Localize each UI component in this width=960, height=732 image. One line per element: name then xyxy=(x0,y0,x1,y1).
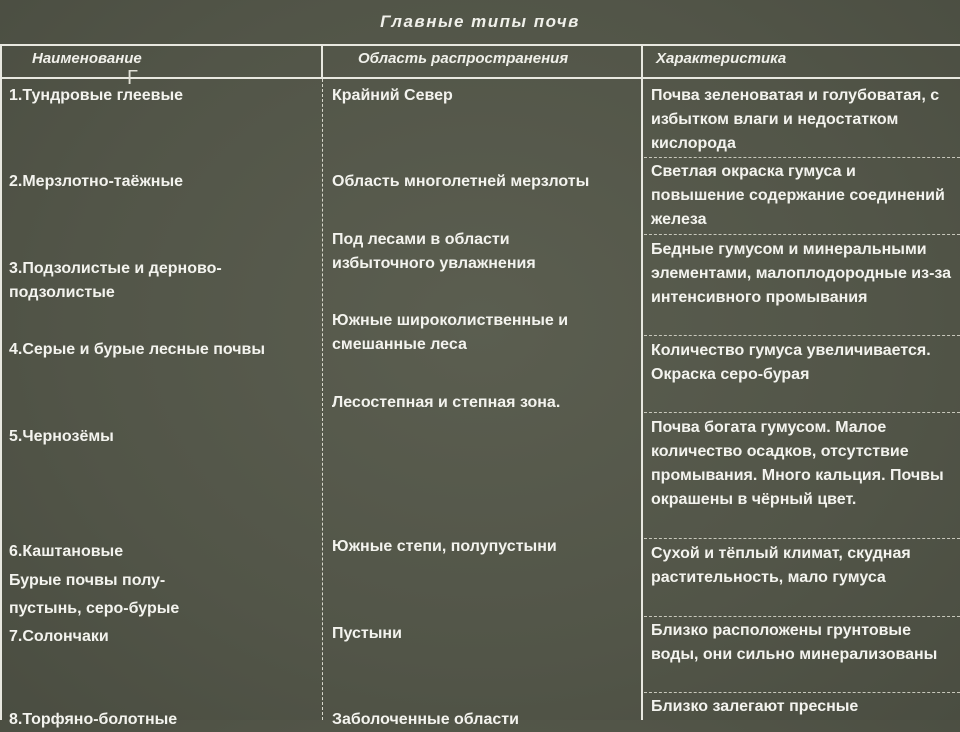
column-divider-1 xyxy=(321,44,323,79)
characteristic-1: Почва зеленоватая и голубоватая, с избытком влаги и недостатком кислорода xyxy=(651,87,940,152)
area-6: Южные степи, полупустыни xyxy=(332,538,557,555)
area-3b: избыточного увлажнения xyxy=(332,255,536,272)
row-separator xyxy=(644,692,960,693)
table-left-border xyxy=(0,44,2,720)
soil-name-8: 8.Торфяно-болотные xyxy=(9,711,178,728)
characteristic-4: Количество гумуса увеличивается. Окраска серо-бурая xyxy=(651,342,931,383)
area-3a: Под лесами в области xyxy=(332,231,510,248)
area-8: Заболоченные области xyxy=(332,711,519,728)
soil-name-4: 4.Серые и бурые лесные почвы xyxy=(9,341,266,358)
characteristic-3: Бедные гумусом и минеральными элементами, малоплодородные из-за интенсивного промывания xyxy=(651,241,952,306)
characteristic-6: Сухой и тёплый климат, скудная растительность, мало гумуса xyxy=(651,545,911,586)
column-divider-2 xyxy=(641,44,643,720)
area-2: Область многолетней мерзлоты xyxy=(332,173,590,190)
area-4a: Южные широколиственные и xyxy=(332,312,569,329)
column-divider-1-dashed xyxy=(322,79,323,720)
area-5: Лесостепная и степная зона. xyxy=(332,394,561,411)
page-title: Главные типы почв xyxy=(380,12,580,31)
row-separator xyxy=(644,616,960,617)
soil-name-1: 1.Тундровые глеевые xyxy=(9,87,184,104)
soil-types-table xyxy=(0,44,960,728)
characteristic-2: Светлая окраска гумуса и повышение содержание соединений железа xyxy=(651,163,945,228)
header-name: Наименование xyxy=(32,50,142,67)
row-separator xyxy=(644,157,960,158)
row-separator xyxy=(644,538,960,539)
soil-name-3b: подзолистые xyxy=(9,284,115,301)
soil-name-6: 6.Каштановые xyxy=(9,543,124,560)
header-characteristic: Характеристика xyxy=(656,50,787,67)
row-separator xyxy=(644,335,960,336)
header-area: Область распространения xyxy=(358,50,569,67)
area-1: Крайний Север xyxy=(332,87,453,104)
area-7: Пустыни xyxy=(332,625,402,642)
soil-name-3a: 3.Подзолистые и дерново- xyxy=(9,260,222,277)
characteristic-8: Близко залегают пресные xyxy=(651,698,859,715)
row-separator xyxy=(644,234,960,235)
soil-name-5: 5.Чернозёмы xyxy=(9,428,114,445)
characteristic-5: Почва богата гумусом. Малое количество осадков, отсутствие промывания. Много кальция. Почвы окрашены в чёрный цвет. xyxy=(651,419,944,508)
text-cursor-icon: Г xyxy=(127,67,138,89)
characteristic-7: Близко расположены грунтовые воды, они сильно минерализованы xyxy=(651,622,938,663)
row-separator xyxy=(644,412,960,413)
soil-name-6c: пустынь, серо-бурые xyxy=(9,600,180,617)
soil-name-2: 2.Мерзлотно-таёжные xyxy=(9,173,184,190)
area-4b: смешанные леса xyxy=(332,336,467,353)
soil-name-6b: Бурые почвы полу- xyxy=(9,572,166,589)
soil-name-7: 7.Солончаки xyxy=(9,628,109,645)
